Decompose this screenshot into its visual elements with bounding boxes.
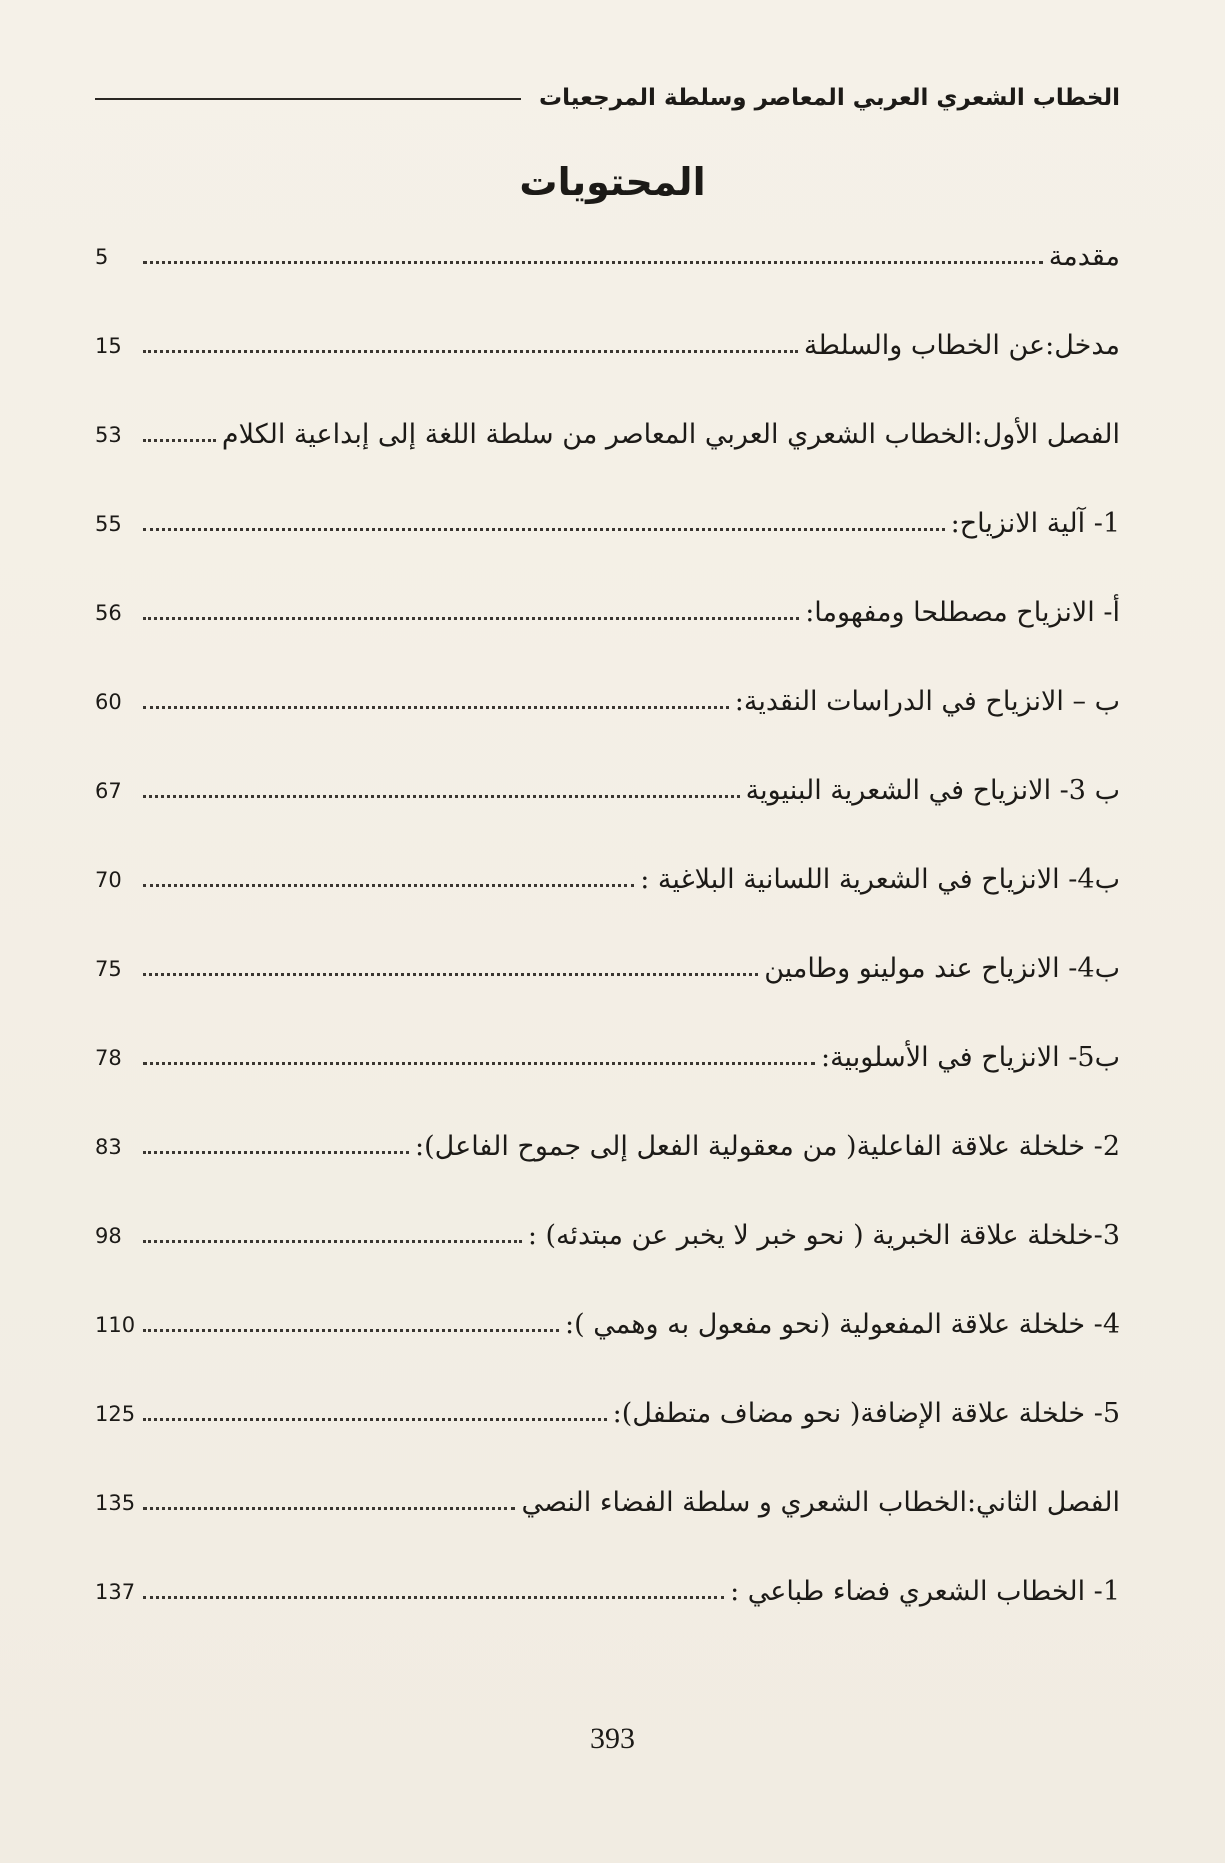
running-head-rule xyxy=(95,98,521,100)
toc-entry-label: أ- الانزياح مصطلحا ومفهوما: xyxy=(805,596,1120,628)
toc-entry-page: 55 xyxy=(95,511,122,536)
dot-leader xyxy=(143,1596,724,1599)
dot-leader xyxy=(143,795,740,798)
toc-entry-page: 75 xyxy=(95,956,122,981)
toc-entry xyxy=(95,1438,1120,1527)
toc-entry-label: 5- خلخلة علاقة الإضافة( نحو مضاف متطفل): xyxy=(612,1397,1120,1429)
toc-entry-page: 125 xyxy=(95,1401,136,1426)
toc-entry xyxy=(95,1082,1120,1171)
page-number: 393 xyxy=(590,1722,635,1755)
running-head-title: الخطاب الشعري العربي المعاصر وسلطة المرجعيات xyxy=(539,85,1120,111)
toc-entry-label: 1- آلية الانزياح: xyxy=(950,507,1120,539)
dot-leader xyxy=(143,439,216,442)
dot-leader xyxy=(143,706,729,709)
toc-entry xyxy=(95,548,1120,637)
toc-entry-page: 135 xyxy=(95,1490,136,1515)
toc-entry-label: ب 3- الانزياح في الشعرية البنيوية xyxy=(745,774,1120,806)
dot-leader xyxy=(143,617,799,620)
toc-entry xyxy=(95,281,1120,370)
toc-entry-page: 98 xyxy=(95,1223,122,1248)
toc-entry-label: الفصل الأول:الخطاب الشعري العربي المعاصر من سلطة اللغة إلى إبداعية الكلام xyxy=(221,418,1120,450)
dot-leader xyxy=(143,1062,815,1065)
toc-entry xyxy=(95,904,1120,993)
dot-leader xyxy=(143,350,798,353)
toc-entry-page: 83 xyxy=(95,1134,122,1159)
dot-leader xyxy=(143,528,945,531)
toc-entry-label: ب5- الانزياح في الأسلوبية: xyxy=(820,1041,1120,1073)
dot-leader xyxy=(143,1151,409,1154)
toc-entry-label: مقدمة xyxy=(1048,240,1120,272)
dot-leader xyxy=(143,1329,559,1332)
toc-entry-page: 110 xyxy=(95,1312,136,1337)
toc-entry xyxy=(95,815,1120,904)
toc-entry xyxy=(95,1527,1120,1616)
toc-entry xyxy=(95,1260,1120,1349)
toc-entry-label: ب4- الانزياح عند مولينو وطامين xyxy=(764,952,1120,984)
toc-entry-page: 5 xyxy=(95,244,109,269)
toc-entry-page: 56 xyxy=(95,600,122,625)
dot-leader xyxy=(143,973,758,976)
running-head xyxy=(95,78,1120,118)
toc-entry xyxy=(95,459,1120,548)
dot-leader xyxy=(143,1240,522,1243)
table-of-contents xyxy=(95,226,1120,1616)
toc-entry xyxy=(95,993,1120,1082)
dot-leader xyxy=(143,884,634,887)
toc-entry-page: 53 xyxy=(95,422,122,447)
toc-entry-label: ب4- الانزياح في الشعرية اللسانية البلاغية : xyxy=(640,863,1120,895)
toc-entry xyxy=(95,226,1120,281)
toc-entry-label: 2- خلخلة علاقة الفاعلية( من معقولية الفعل إلى جموح الفاعل): xyxy=(415,1130,1120,1162)
toc-entry-label: 1- الخطاب الشعري فضاء طباعي : xyxy=(730,1575,1120,1607)
toc-entry xyxy=(95,370,1120,459)
toc-entry-page: 137 xyxy=(95,1579,136,1604)
toc-entry xyxy=(95,637,1120,726)
dot-leader xyxy=(143,261,1043,264)
toc-entry-label: مدخل:عن الخطاب والسلطة xyxy=(803,329,1120,361)
dot-leader xyxy=(143,1418,607,1421)
toc-entry-page: 15 xyxy=(95,333,122,358)
page-title: المحتويات xyxy=(519,160,706,204)
toc-entry-page: 60 xyxy=(95,689,122,714)
dot-leader xyxy=(143,1507,515,1510)
toc-entry xyxy=(95,726,1120,815)
toc-entry xyxy=(95,1349,1120,1438)
toc-entry-label: 3-خلخلة علاقة الخبرية ( نحو خبر لا يخبر عن مبتدئه) : xyxy=(527,1219,1120,1251)
toc-entry-page: 70 xyxy=(95,867,122,892)
toc-entry xyxy=(95,1171,1120,1260)
toc-entry-page: 67 xyxy=(95,778,122,803)
toc-entry-label: ب – الانزياح في الدراسات النقدية: xyxy=(734,685,1120,717)
toc-entry-label: 4- خلخلة علاقة المفعولية (نحو مفعول به وهمي ): xyxy=(564,1308,1120,1340)
toc-entry-label: الفصل الثاني:الخطاب الشعري و سلطة الفضاء النصي xyxy=(521,1486,1120,1518)
toc-entry-page: 78 xyxy=(95,1045,122,1070)
